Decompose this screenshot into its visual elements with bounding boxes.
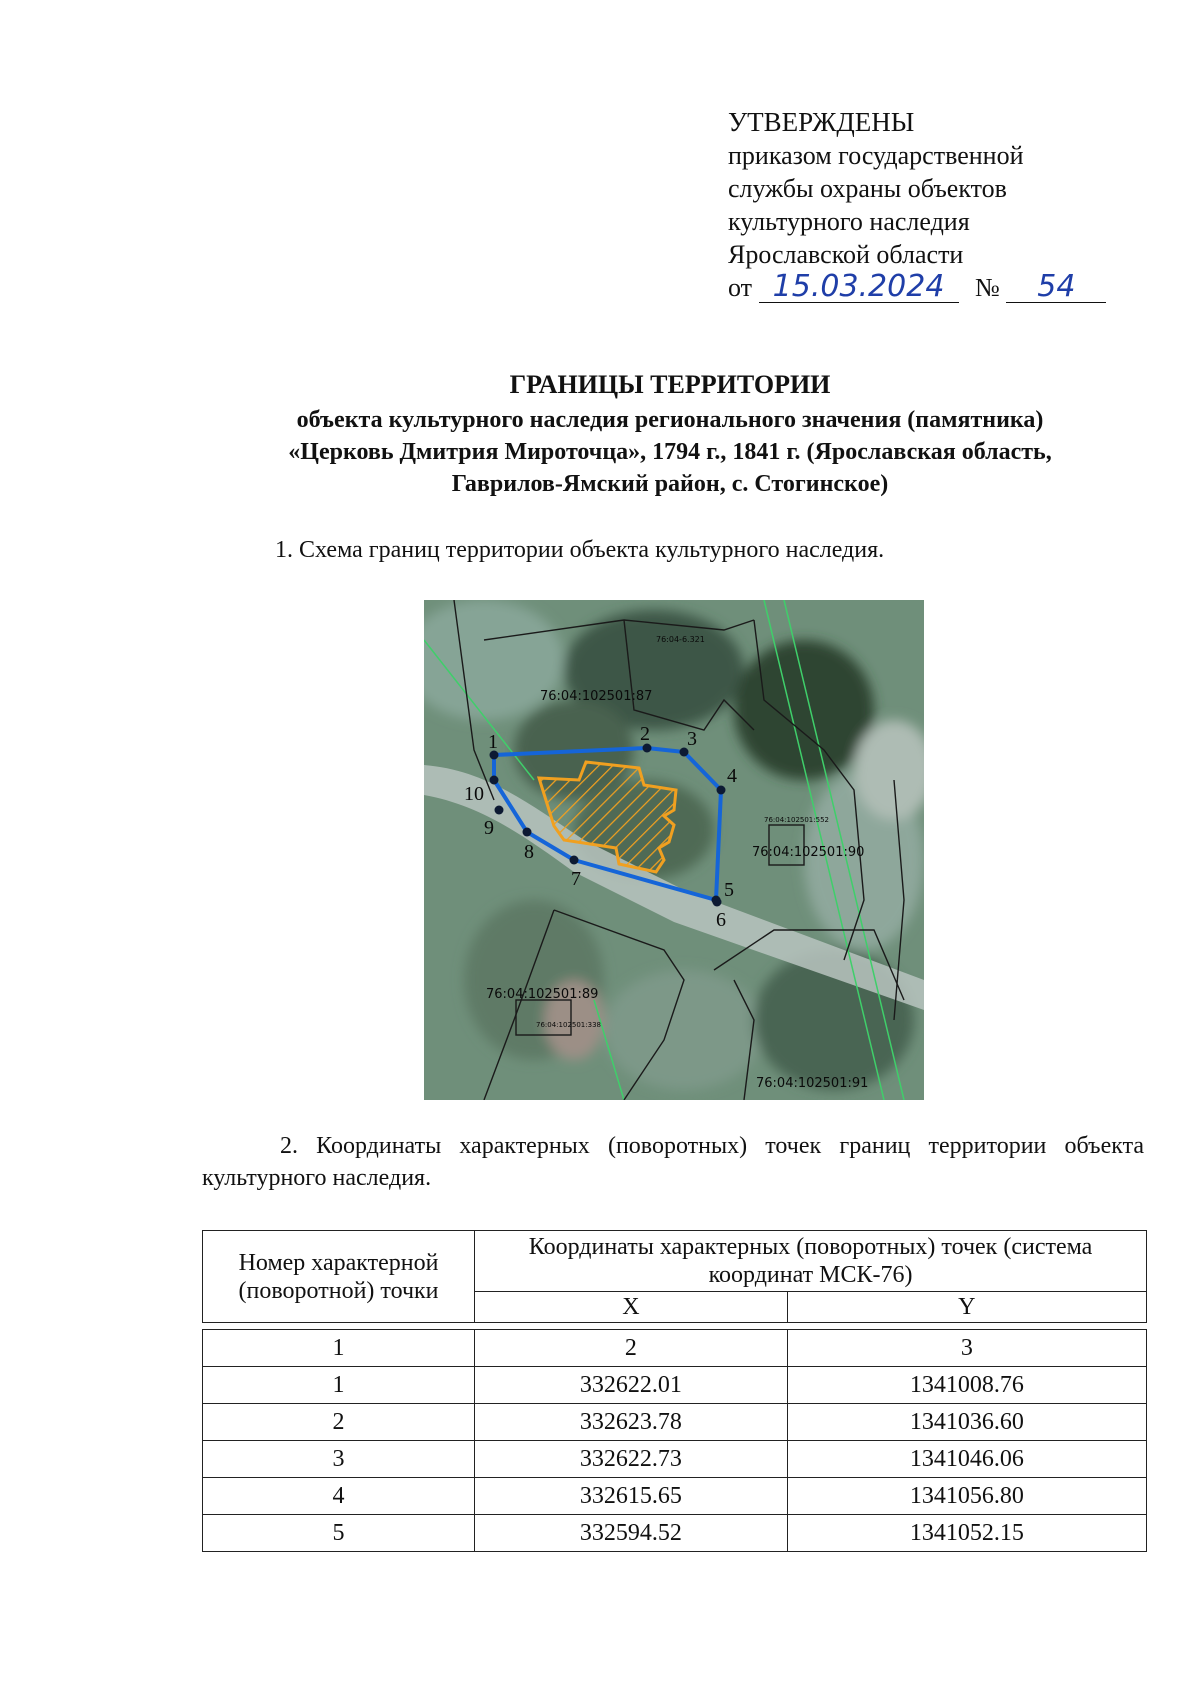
table-row: [203, 1478, 1147, 1515]
point-label: 7: [571, 868, 581, 890]
coord-x: 332622.01: [475, 1367, 788, 1404]
point-label: 4: [727, 765, 737, 787]
header-point-number: Номер характерной (поворотной) точки: [203, 1231, 475, 1323]
table-row: [203, 1404, 1147, 1441]
coord-y: 1341056.80: [787, 1478, 1146, 1515]
document-title: ГРАНИЦЫ ТЕРРИТОРИИ: [509, 370, 831, 399]
approval-line: службы охраны объектов: [728, 174, 1007, 203]
column-number: 2: [475, 1330, 788, 1367]
table-spacer: [203, 1323, 1147, 1330]
point-label: 9: [484, 817, 494, 839]
approval-date: 15.03.2024: [759, 272, 959, 303]
coord-x: 332594.52: [475, 1515, 788, 1552]
parcel-label: 76:04:102501:552: [764, 816, 829, 824]
subtitle-line: объекта культурного наследия регионального значения (памятника): [296, 407, 1044, 433]
point-number: 1: [203, 1367, 475, 1404]
point-label: 2: [640, 723, 650, 745]
point-label: 8: [524, 841, 534, 863]
point-number: 3: [203, 1441, 475, 1478]
parcel-label: 76:04:102501:91: [756, 1076, 869, 1091]
table-row: [203, 1367, 1147, 1404]
header-x: X: [475, 1292, 788, 1323]
coord-x: 332623.78: [475, 1404, 788, 1441]
parcel-label: 76:04:102501:89: [486, 987, 599, 1002]
point-label: 1: [488, 731, 498, 753]
approval-date-row: [728, 271, 1106, 304]
coord-y: 1341008.76: [787, 1367, 1146, 1404]
table-row: [203, 1515, 1147, 1552]
parcel-label: 76:04:102501:338: [536, 1021, 601, 1029]
section-2-heading: 2. Координаты характерных (поворотных) точек границ территории объекта культурного наследия.: [202, 1133, 1144, 1191]
coord-x: 332622.73: [475, 1441, 788, 1478]
date-prefix: от: [728, 273, 753, 302]
approval-block: [728, 106, 1106, 304]
point-label: 10: [464, 783, 484, 805]
boundary-scheme-map: [424, 600, 924, 1100]
parcel-label: 76:04-6.321: [656, 635, 705, 644]
approval-heading: УТВЕРЖДЕНЫ: [728, 107, 915, 137]
point-label: 5: [724, 879, 734, 901]
document-subtitle: [180, 404, 1160, 500]
coordinates-table: [202, 1230, 1147, 1552]
header-coordinates: Координаты характерных (поворотных) точек (система координат МСК-76): [475, 1231, 1147, 1292]
parcel-label: 76:04:102501:87: [540, 689, 653, 704]
approval-line: культурного наследия: [728, 207, 970, 236]
header-y: Y: [787, 1292, 1146, 1323]
point-label: 3: [687, 728, 697, 750]
approval-line: приказом государственной: [728, 141, 1024, 170]
column-number: 1: [203, 1330, 475, 1367]
point-number: 2: [203, 1404, 475, 1441]
coord-y: 1341036.60: [787, 1404, 1146, 1441]
point-number: 5: [203, 1515, 475, 1552]
coord-y: 1341046.06: [787, 1441, 1146, 1478]
table-header-row: [203, 1231, 1147, 1292]
table-row: [203, 1441, 1147, 1478]
approval-line: Ярославской области: [728, 240, 964, 269]
column-number: 3: [787, 1330, 1146, 1367]
parcel-label: 76:04:102501:90: [752, 845, 865, 860]
section-1-heading: 1. Схема границ территории объекта культурного наследия.: [275, 537, 885, 563]
point-number: 4: [203, 1478, 475, 1515]
column-number-row: [203, 1330, 1147, 1367]
point-label: 6: [716, 909, 726, 931]
subtitle-line: «Церковь Дмитрия Мироточца», 1794 г., 1841 г. (Ярославская область,: [288, 439, 1052, 465]
number-prefix: №: [975, 273, 1000, 302]
subtitle-line: Гаврилов-Ямский район, с. Стогинское): [451, 471, 889, 497]
coord-y: 1341052.15: [787, 1515, 1146, 1552]
approval-number: 54: [1006, 272, 1106, 303]
coord-x: 332615.65: [475, 1478, 788, 1515]
